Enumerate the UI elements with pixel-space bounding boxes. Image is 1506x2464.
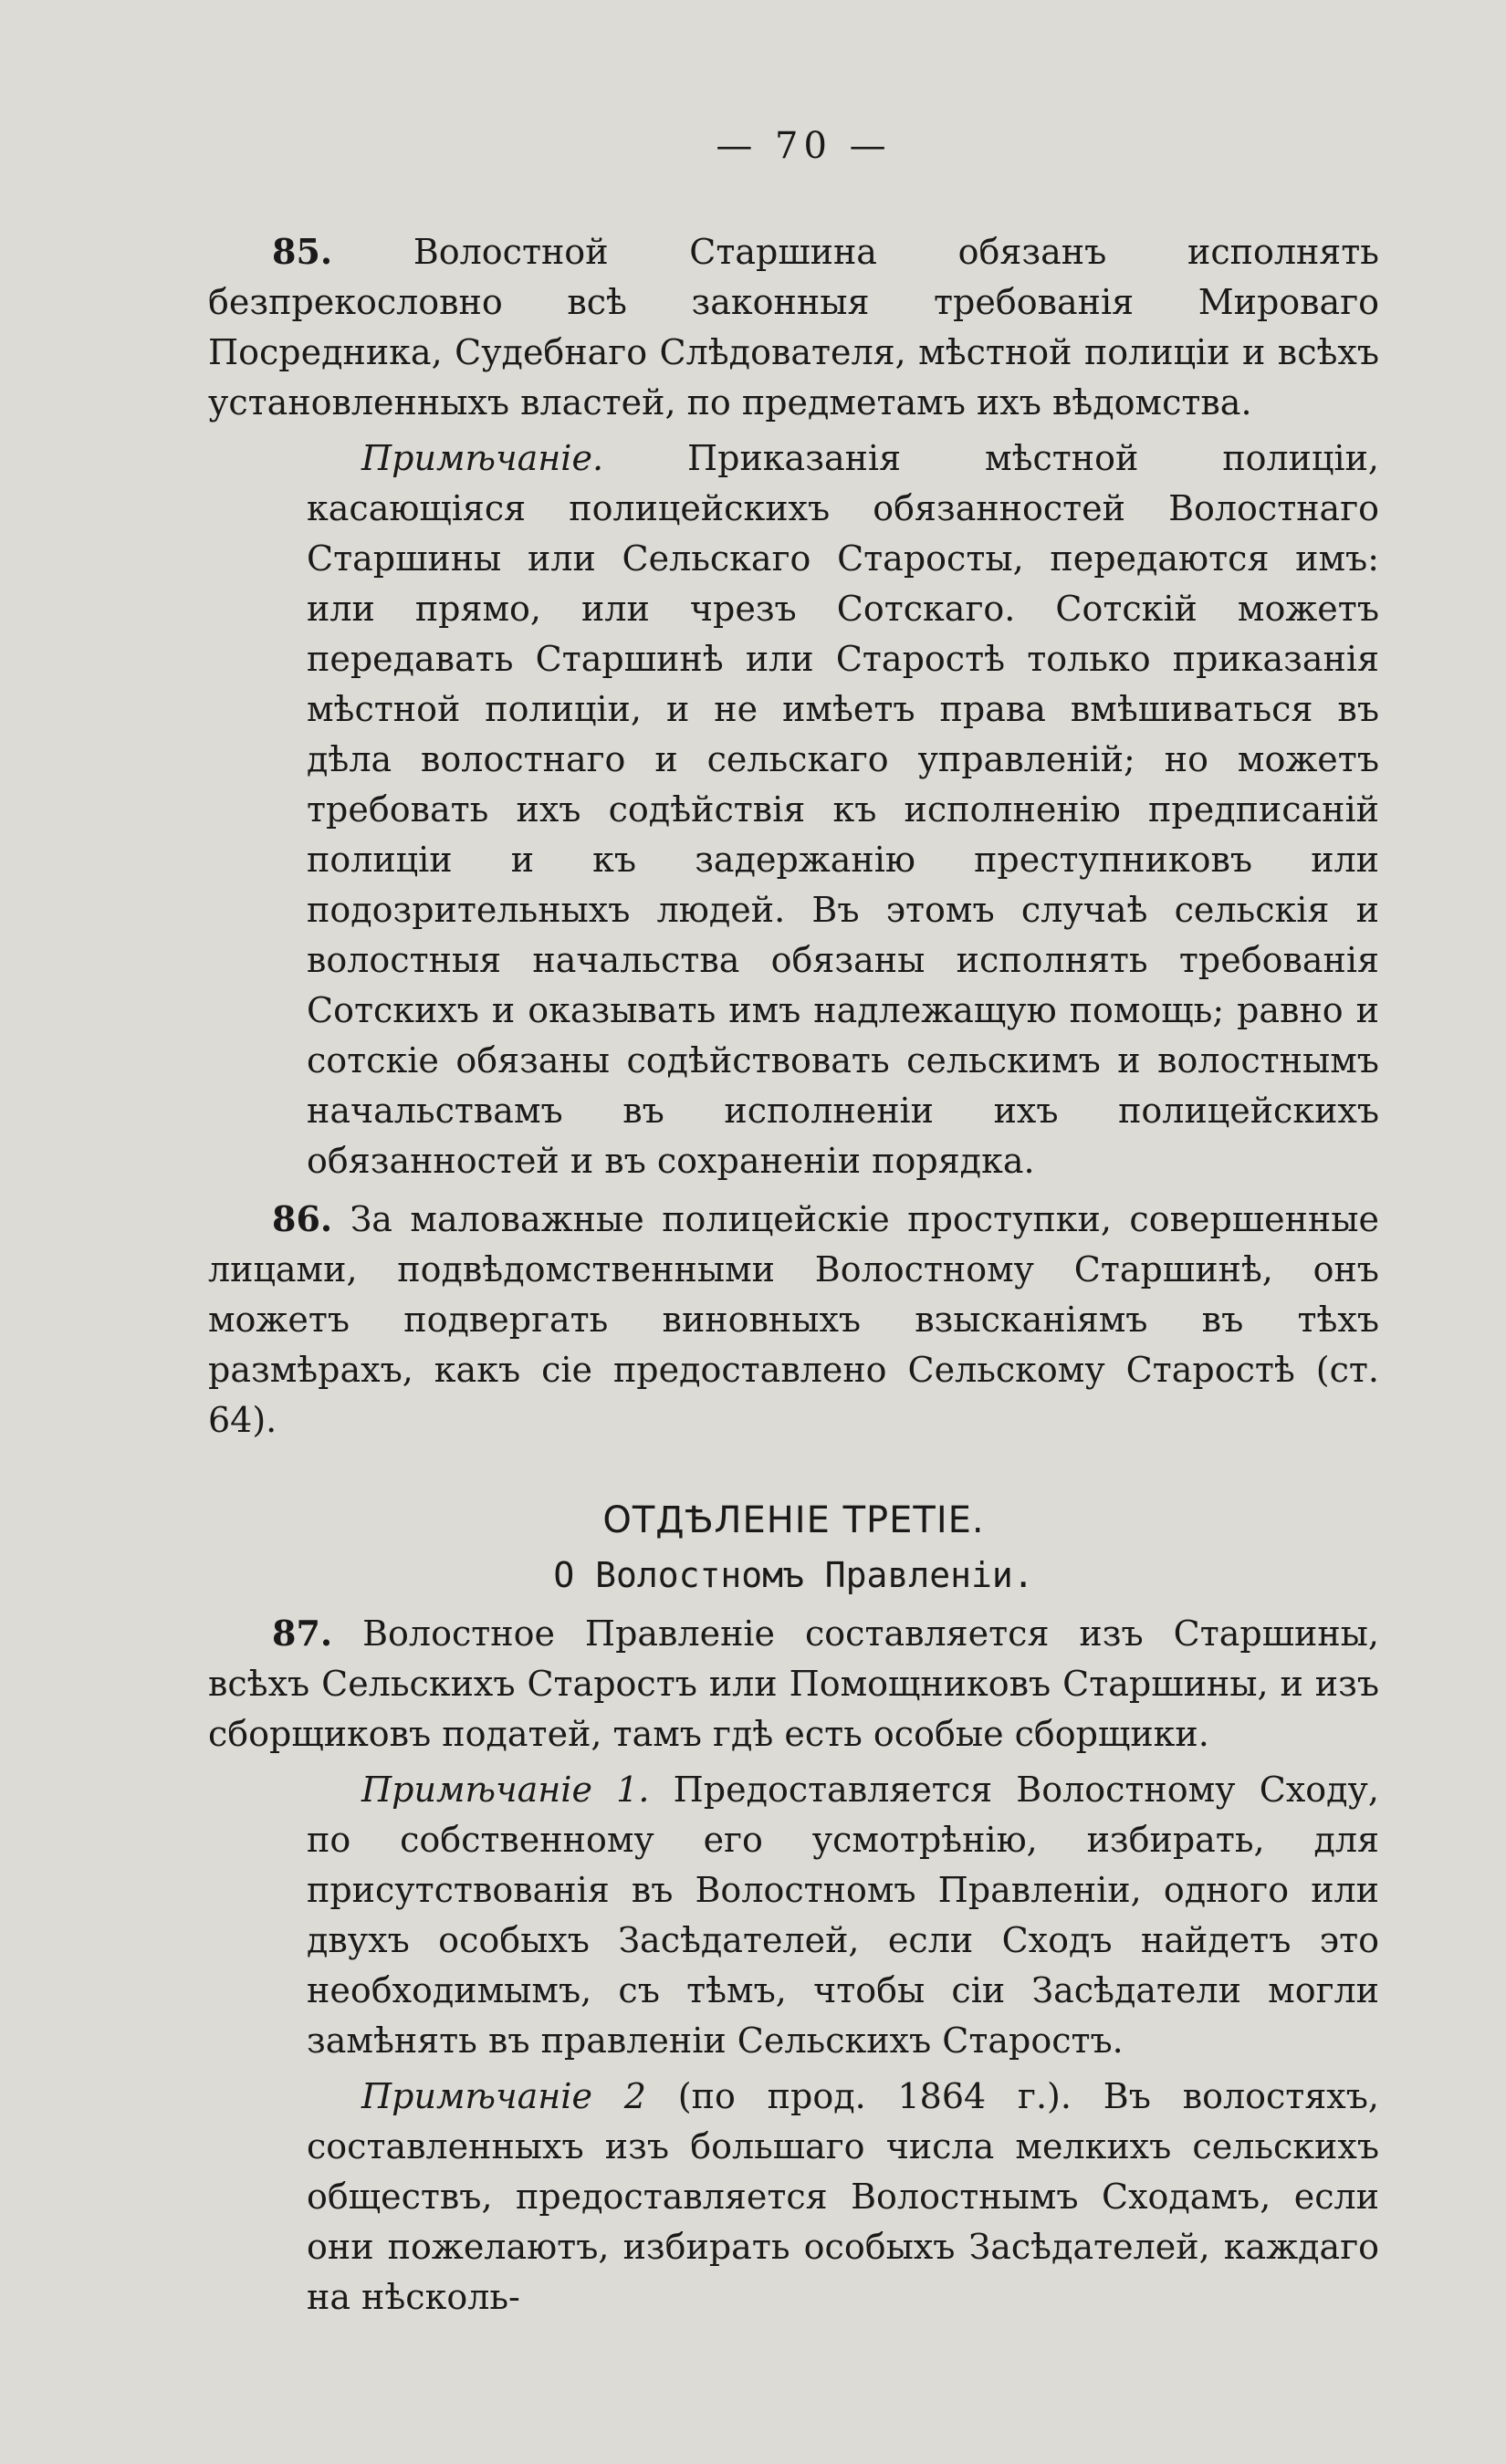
article-85-note: [307, 433, 1379, 1186]
page-number: — 70 —: [716, 125, 892, 167]
page-text: [208, 119, 1379, 2323]
article-86: [208, 1194, 1379, 1446]
article-87-note-1-text: Предоставляется Волостному Сходу, по собственному его усмотрѣнію, избирать, для присутствованія въ Волостномъ Правленіи, одного или двухъ особыхъ Засѣдателей, если Сходъ найдетъ это необходимымъ, съ тѣмъ, чтобы сіи Засѣдатели могли замѣнять въ правленіи Сельскихъ Старостъ.: [307, 1770, 1379, 2061]
article-87-number: 87.: [272, 1613, 333, 1654]
article-85-text: Волостной Старшина обязанъ исполнять безпрекословно всѣ законныя требованія Мироваго Посредника, Судебнаго Слѣдователя, мѣстной полиціи и всѣхъ установленныхъ властей, по предметамъ ихъ вѣдомства.: [208, 232, 1379, 423]
section-title: ОТДѢЛЕНІЕ ТРЕТІЕ.: [602, 1499, 985, 1541]
article-85: [208, 226, 1379, 428]
article-86-text: За маловажные полицейскіе проступки, совершенные лицами, подвѣдомственными Волостному Старшинѣ, онъ можетъ подвергать виновныхъ взысканіямъ въ тѣхъ размѣрахъ, какъ сіе предоставлено Сельскому Старостѣ (ст. 64).: [208, 1199, 1379, 1440]
article-87-note-1: [307, 1765, 1379, 2066]
article-85-note-label: Примѣчаніе.: [361, 438, 604, 478]
article-87-text: Волостное Правленіе составляется изъ Старшины, всѣхъ Сельскихъ Старостъ или Помощниковъ Старшины, и изъ сборщиковъ податей, тамъ гдѣ есть особые сборщики.: [208, 1613, 1379, 1754]
article-85-note-text: Приказанія мѣстной полиціи, касающіяся полицейскихъ обязанностей Волостнаго Старшины или Сельскаго Старосты, передаются имъ: или прямо, или чрезъ Сотскаго. Сотскій можетъ передавать Старшинѣ или Старостѣ только приказанія мѣстной полиціи, и не имѣетъ права вмѣшиваться въ дѣла волостнаго и сельскаго управленій; но можетъ требовать ихъ содѣйствія къ исполненію предписаній полиціи и къ задержанію преступниковъ или подозрительныхъ людей. Въ этомъ случаѣ сельскія и волостныя начальства обязаны исполнять требованія Сотскихъ и оказывать имъ надлежащую помощь; равно и сотскіе обязаны содѣйствовать сельскимъ и волостнымъ начальствамъ въ исполненіи ихъ полицейскихъ обязанностей и въ сохраненіи порядка.: [307, 438, 1379, 1181]
article-87: [208, 1608, 1379, 1759]
section-subtitle: О Волостномъ Правленіи.: [553, 1555, 1034, 1595]
article-87-note-2-label: Примѣчаніе 2: [361, 2076, 646, 2116]
article-87-note-2: [307, 2072, 1379, 2323]
article-87-note-1-label: Примѣчаніе 1.: [361, 1770, 650, 1810]
article-86-number: 86.: [272, 1198, 333, 1239]
article-87-note-2-text: (по прод. 1864 г.). Въ волостяхъ, составленныхъ изъ большаго числа мелкихъ сельскихъ обществъ, предоставляется Волостнымъ Сходамъ, если они пожелаютъ, избирать особыхъ Засѣдателей, каждаго на нѣсколь-: [307, 2076, 1379, 2317]
article-85-number: 85.: [272, 231, 333, 272]
